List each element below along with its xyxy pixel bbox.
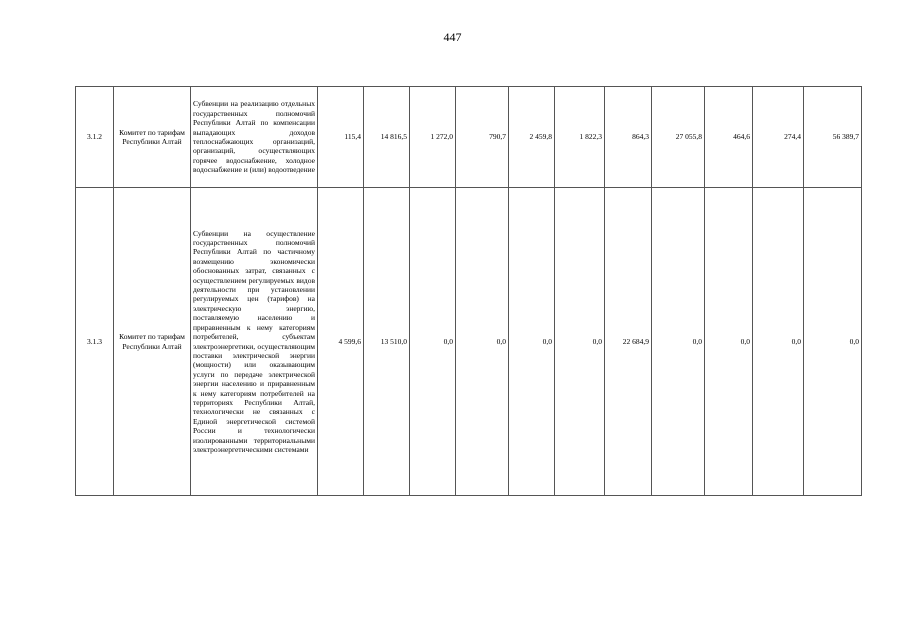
row-description: Субвенции на реализацию отдельных государственных полномочий Республики Алтай по компенсации выпадающих доходов теплоснабжающих организаций, организаций, осуществляющих горячее водоснабжение, холодное водоснабжение и (или) водоотведение xyxy=(191,87,318,188)
row-code: 3.1.3 xyxy=(76,188,114,496)
row-value: 790,7 xyxy=(456,87,509,188)
row-value: 0,0 xyxy=(456,188,509,496)
table-row xyxy=(76,87,862,188)
row-value: 0,0 xyxy=(705,188,753,496)
row-code: 3.1.2 xyxy=(76,87,114,188)
row-value: 0,0 xyxy=(509,188,555,496)
row-value: 115,4 xyxy=(318,87,364,188)
row-value: 0,0 xyxy=(410,188,456,496)
row-value: 0,0 xyxy=(804,188,862,496)
budget-table xyxy=(75,86,862,496)
row-value: 0,0 xyxy=(555,188,605,496)
row-value: 464,6 xyxy=(705,87,753,188)
row-value: 56 389,7 xyxy=(804,87,862,188)
row-description: Субвенции на осуществление государственных полномочий Республики Алтай по частичному возмещению экономически обоснованных затрат, связанных с осуществлением регулируемых видов деятельности при установлении регулируемых цен (тарифов) на электрическую энергию, поставляемую населению и приравненным к нему категориям потребителей, субъектам электроэнергетики, осуществляющим поставки электрической энергии (мощности) или оказывающим услуги по передаче электрической энергии населению и приравненным к нему категориям потребителей на территориях Республики Алтай, технологически не связанных с Единой энергетической системой России и технологически изолированными территориальными электроэнергетическими системами xyxy=(191,188,318,496)
row-value: 864,3 xyxy=(605,87,652,188)
page-number: 447 xyxy=(443,30,462,44)
row-value: 1 822,3 xyxy=(555,87,605,188)
row-organization: Комитет по тарифам Республики Алтай xyxy=(114,188,191,496)
row-value: 13 510,0 xyxy=(364,188,410,496)
row-value: 27 055,8 xyxy=(652,87,705,188)
row-value: 22 684,9 xyxy=(605,188,652,496)
row-value: 14 816,5 xyxy=(364,87,410,188)
row-value: 1 272,0 xyxy=(410,87,456,188)
row-value: 4 599,6 xyxy=(318,188,364,496)
row-value: 0,0 xyxy=(652,188,705,496)
table-row xyxy=(76,188,862,496)
row-value: 274,4 xyxy=(753,87,804,188)
row-value: 0,0 xyxy=(753,188,804,496)
row-organization: Комитет по тарифам Республики Алтай xyxy=(114,87,191,188)
row-value: 2 459,8 xyxy=(509,87,555,188)
